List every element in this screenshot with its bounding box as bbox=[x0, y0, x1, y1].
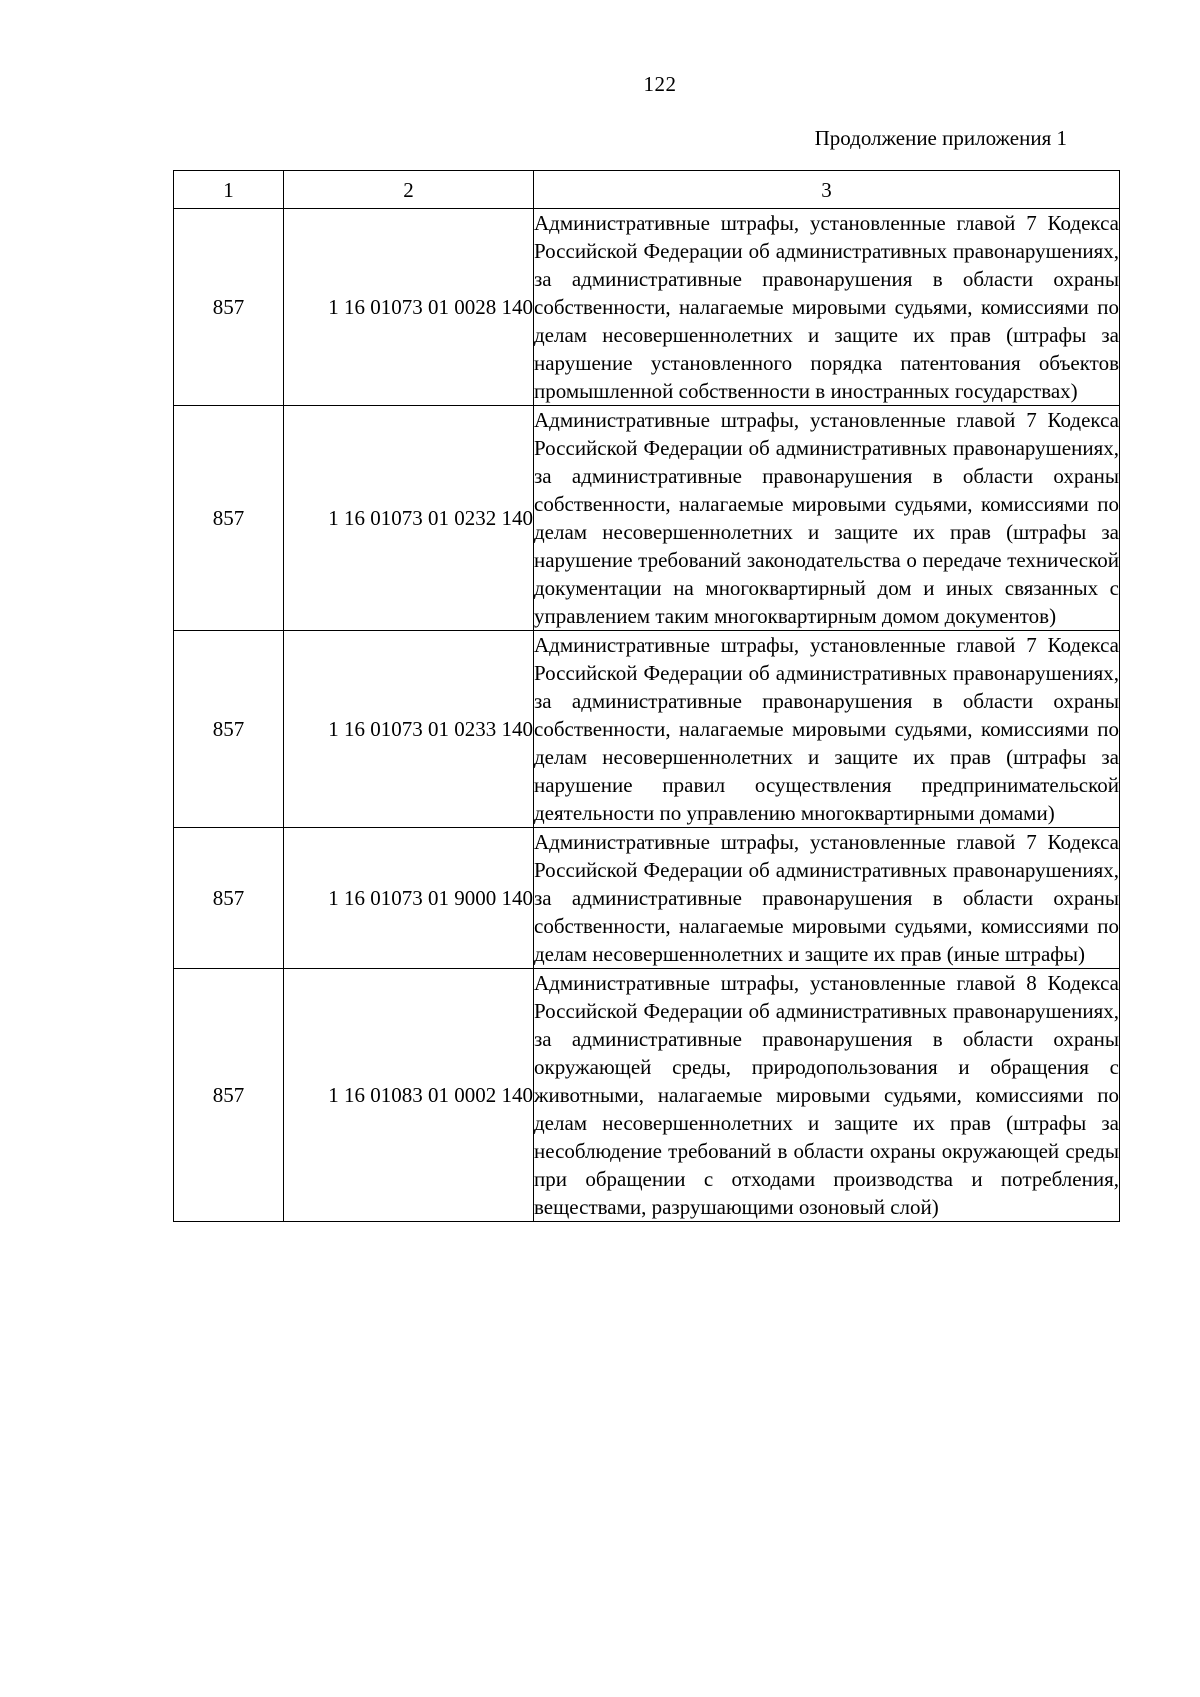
admin-code-cell: 857 bbox=[174, 209, 284, 406]
table-row bbox=[174, 631, 1120, 828]
admin-code-cell: 857 bbox=[174, 631, 284, 828]
description-cell: Административные штрафы, установленные главой 7 Кодекса Российской Федерации об административных правонарушениях, за административные правонарушения в области охраны собственности, налагаемые мировыми судьями, комиссиями по делам несовершеннолетних и защите их прав (штрафы за нарушение установленного порядка патентования объектов промышленной собственности в иностранных государствах) bbox=[534, 209, 1120, 406]
description-cell: Административные штрафы, установленные главой 7 Кодекса Российской Федерации об административных правонарушениях, за административные правонарушения в области охраны собственности, налагаемые мировыми судьями, комиссиями по делам несовершеннолетних и защите их прав (штрафы за нарушение требований законодательства о передаче технической документации на многоквартирный дом и иных связанных с управлением таким многоквартирным домом документов) bbox=[534, 406, 1120, 631]
table-header-row bbox=[174, 171, 1120, 209]
page-number: 122 bbox=[643, 72, 677, 96]
budget-codes-table bbox=[173, 170, 1120, 1222]
description-cell: Административные штрафы, установленные главой 7 Кодекса Российской Федерации об административных правонарушениях, за административные правонарушения в области охраны собственности, налагаемые мировыми судьями, комиссиями по делам несовершеннолетних и защите их прав (иные штрафы) bbox=[534, 828, 1120, 969]
column-header: 3 bbox=[534, 171, 1120, 209]
kbk-code-cell: 1 16 01073 01 0232 140 bbox=[284, 406, 534, 631]
kbk-code-cell: 1 16 01083 01 0002 140 bbox=[284, 969, 534, 1222]
admin-code-cell: 857 bbox=[174, 828, 284, 969]
description-cell: Административные штрафы, установленные главой 8 Кодекса Российской Федерации об административных правонарушениях, за административные правонарушения в области охраны окружающей среды, природопользования и обращения с животными, налагаемые мировыми судьями, комиссиями по делам несовершеннолетних и защите их прав (штрафы за несоблюдение требований в области охраны окружающей среды при обращении с отходами производства и потребления, веществами, разрушающими озоновый слой) bbox=[534, 969, 1120, 1222]
description-cell: Административные штрафы, установленные главой 7 Кодекса Российской Федерации об административных правонарушениях, за административные правонарушения в области охраны собственности, налагаемые мировыми судьями, комиссиями по делам несовершеннолетних и защите их прав (штрафы за нарушение правил осуществления предпринимательской деятельности по управлению многоквартирными домами) bbox=[534, 631, 1120, 828]
kbk-code-cell: 1 16 01073 01 9000 140 bbox=[284, 828, 534, 969]
admin-code-cell: 857 bbox=[174, 406, 284, 631]
table-row bbox=[174, 969, 1120, 1222]
kbk-code-cell: 1 16 01073 01 0028 140 bbox=[284, 209, 534, 406]
kbk-code-cell: 1 16 01073 01 0233 140 bbox=[284, 631, 534, 828]
table-row bbox=[174, 406, 1120, 631]
admin-code-cell: 857 bbox=[174, 969, 284, 1222]
table-row bbox=[174, 828, 1120, 969]
table-row bbox=[174, 209, 1120, 406]
column-header: 2 bbox=[284, 171, 534, 209]
continuation-label: Продолжение приложения 1 bbox=[814, 126, 1067, 150]
column-header: 1 bbox=[174, 171, 284, 209]
